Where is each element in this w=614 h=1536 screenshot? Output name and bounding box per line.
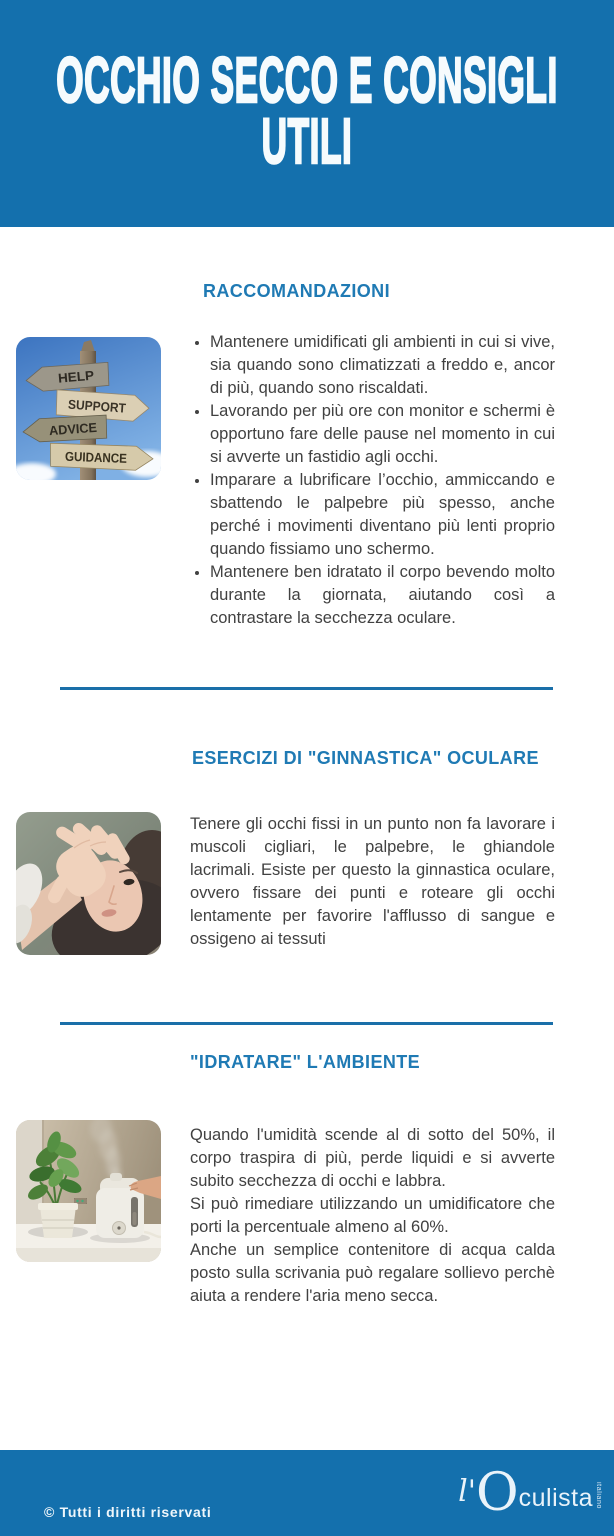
logo-vertical-text: italiano	[595, 1481, 602, 1509]
sign-label-advice: ADVICE	[48, 419, 99, 439]
humidifier-image	[16, 1120, 161, 1262]
paragraph: Quando l'umidità scende al di sotto del 50%, il corpo traspira di più, perde liquidi e si avverte subito secchezza di occhi e labbra.	[190, 1126, 555, 1190]
copyright-text: © Tutti i diritti riservati	[44, 1504, 212, 1520]
section-divider	[60, 687, 553, 690]
ginnastica-paragraph: Tenere gli occhi fissi in un punto non fa lavorare i muscoli cigliari, le palpebre, le ghiandole lacrimali. Esiste per questo la ginnastica oculare, ovvero fissare dei punti e roteare gli occhi lentamente per favorire l'afflusso di sangue e ossigeno ai tessuti	[190, 815, 555, 948]
list-item: • Mantenere ben idratato il corpo bevendo molto durante la giornata, aiutando così a contrastare la secchezza oculare.	[210, 561, 555, 630]
list-item: • Lavorando per più ore con monitor e schermi è opportuno fare delle pause nel momento in cui si avverte un fastidio agli occhi.	[210, 400, 555, 469]
logo-big-letter: O	[475, 1463, 519, 1523]
header-banner	[0, 0, 614, 227]
page-title	[32, 44, 582, 177]
sign-label-help: HELP	[57, 367, 94, 386]
page-title-line2: UTILI	[261, 105, 353, 177]
logo-prefix: l'	[458, 1473, 476, 1509]
paragraph: Anche un semplice contenitore di acqua calda posto sulla scrivania può regalare sollievo perchè aiuta a rendere l'aria meno secca.	[190, 1241, 555, 1305]
logo-wordmark: culista	[518, 1483, 593, 1512]
list-item: • Imparare a lubrificare l’occhio, ammiccando e sbattendo le palpebre più spesso, anche perché i movimenti diventano più lenti proprio quando fissiamo uno schermo.	[210, 469, 555, 561]
sign-label-guidance: GUIDANCE	[64, 448, 135, 467]
idratare-paragraphs	[190, 1124, 555, 1308]
section-heading-raccomandazioni: RACCOMANDAZIONI	[203, 281, 390, 301]
list-item: • Mantenere umidificati gli ambienti in cui si vive, sia quando sono climatizzati a freddo e, ancor di più, quando sono riscaldati.	[210, 331, 555, 400]
section-divider	[60, 1022, 553, 1025]
section-heading-ginnastica: ESERCIZI DI "GINNASTICA" OCULARE	[192, 748, 539, 768]
section-heading-idratare: "IDRATARE" L'AMBIENTE	[190, 1052, 421, 1072]
woman-covering-eye-image	[16, 812, 161, 955]
page-title-line1: OCCHIO SECCO E CONSIGLI	[56, 44, 558, 116]
oculista-logo	[458, 1463, 602, 1523]
footer-bar	[0, 1450, 614, 1536]
signpost-image	[16, 337, 161, 480]
raccomandazioni-list	[190, 331, 555, 630]
paragraph: Si può rimediare utilizzando un umidificatore che porti la percentuale almeno al 60%.	[190, 1195, 555, 1236]
sign-label-support: SUPPORT	[67, 396, 132, 416]
